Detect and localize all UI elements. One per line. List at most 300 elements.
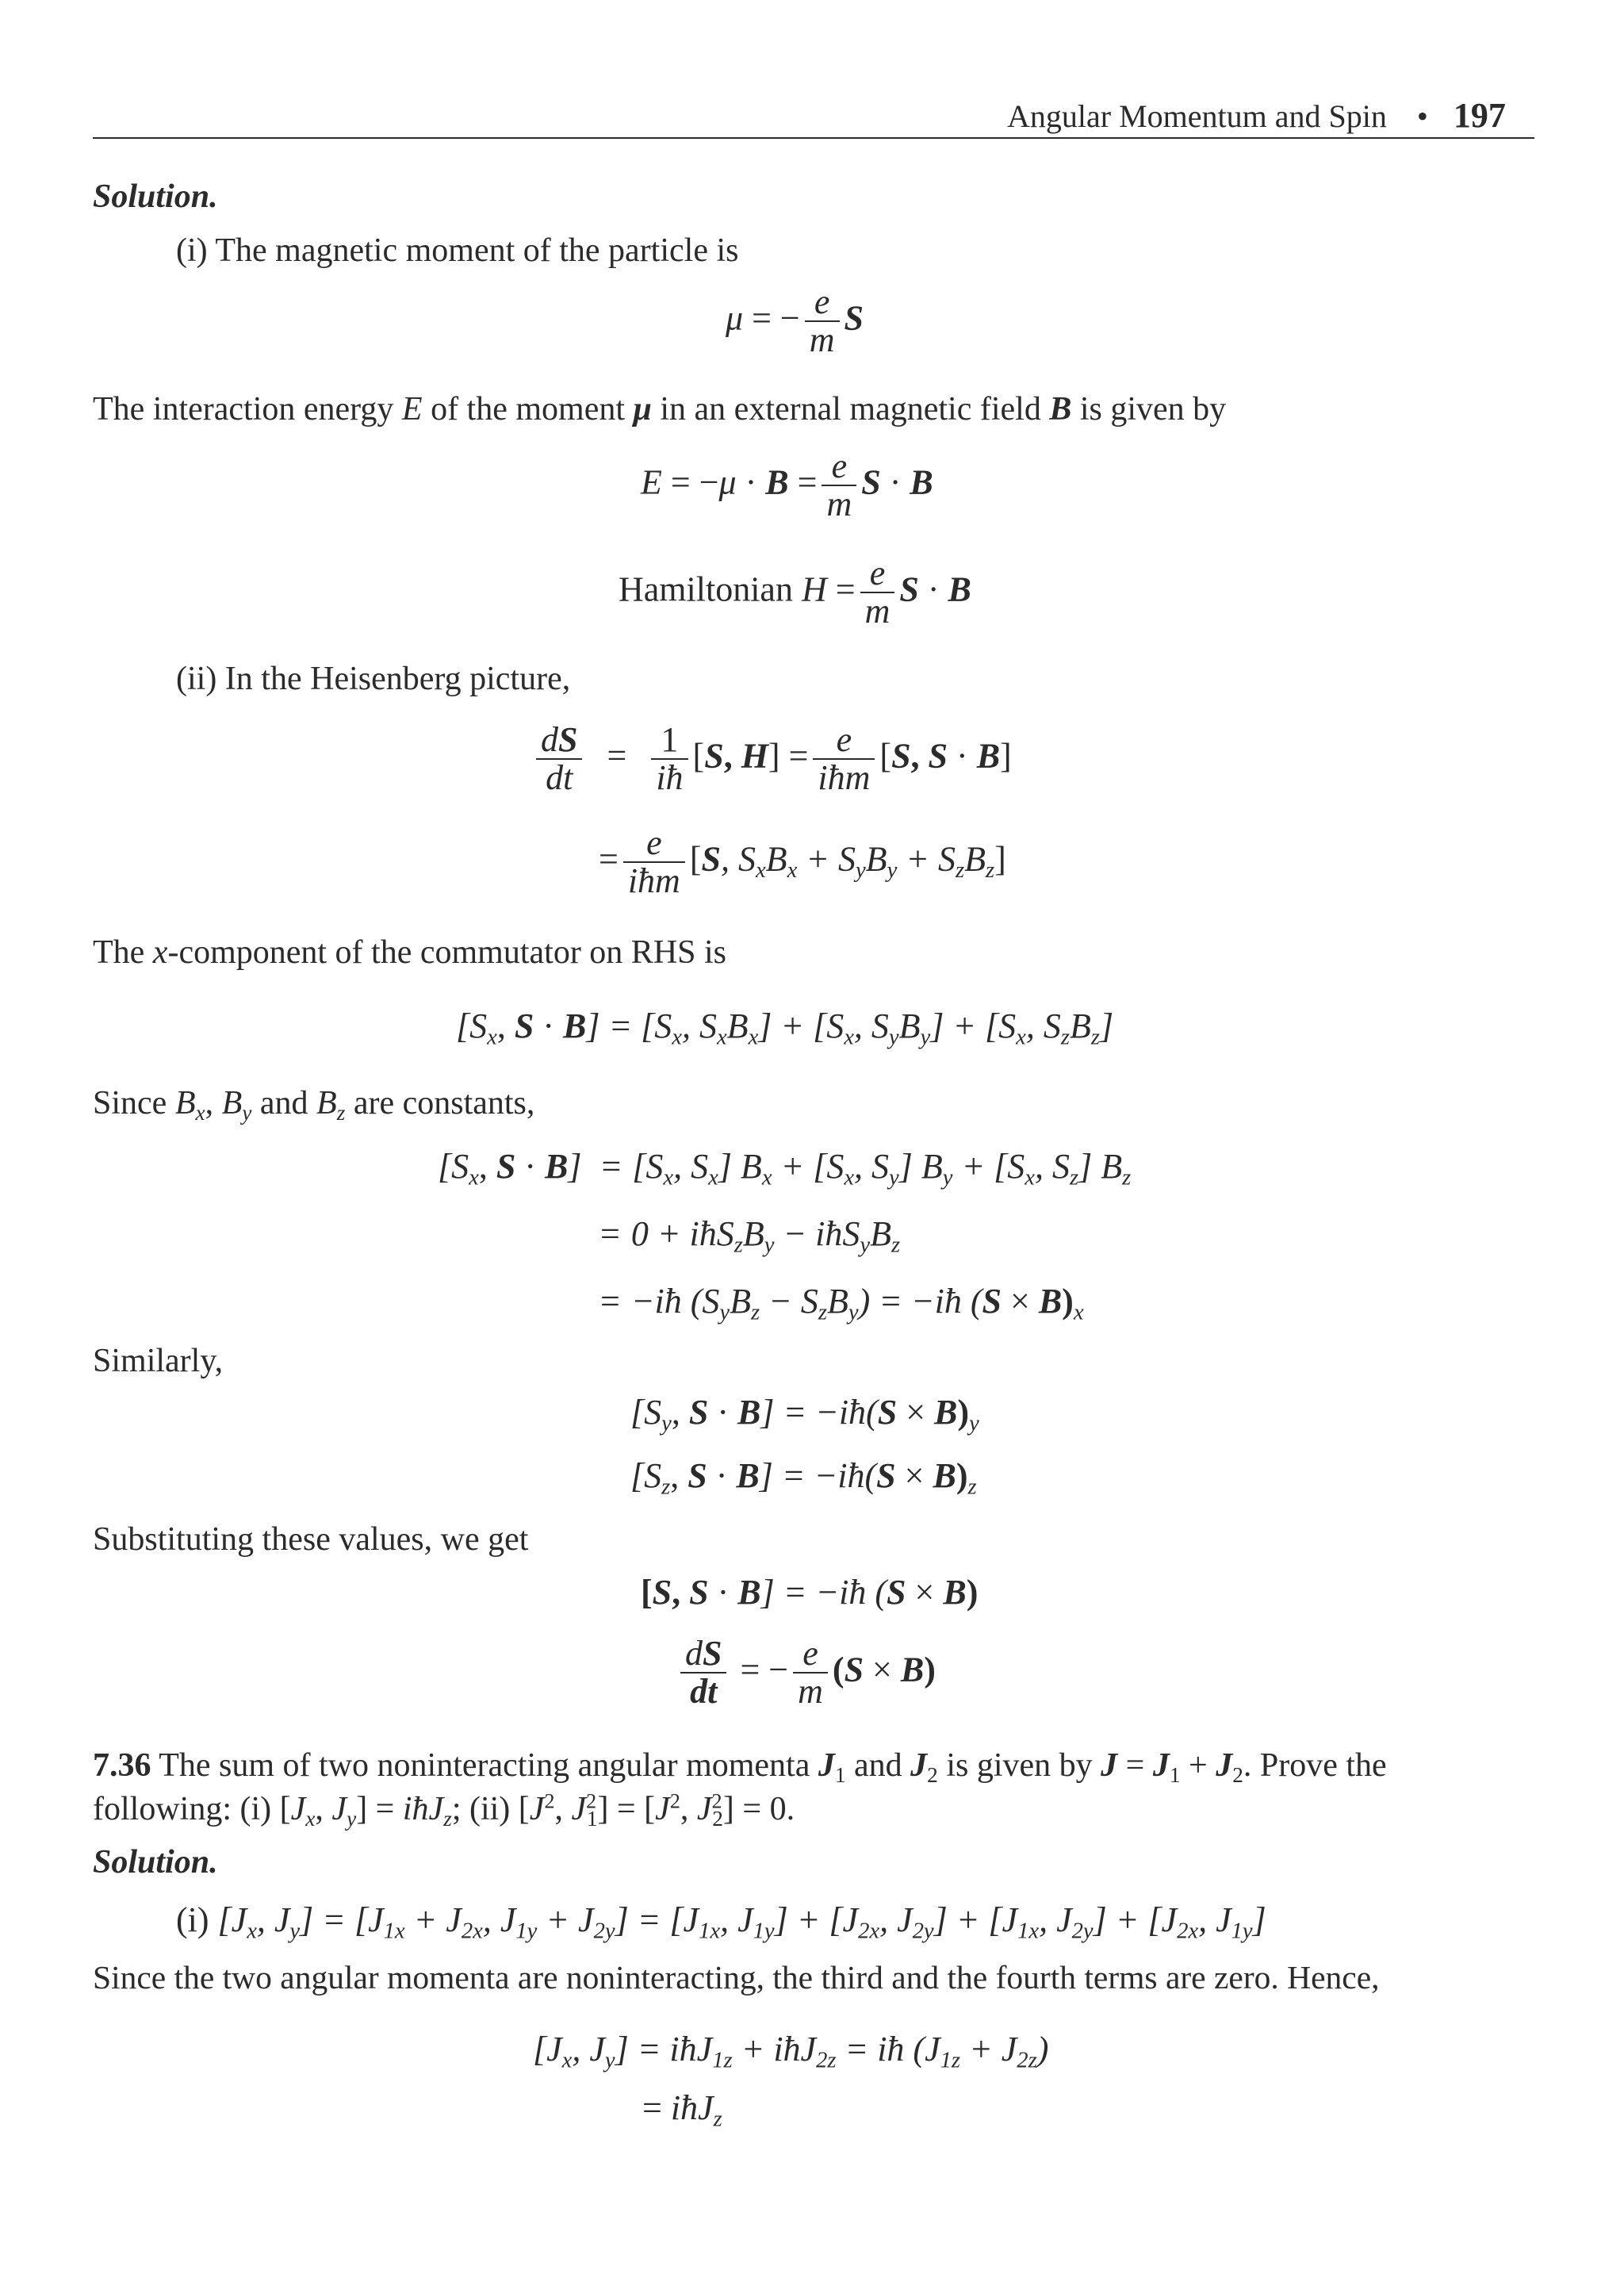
subscript: x	[247, 1919, 257, 1944]
subscript: x	[844, 1025, 854, 1050]
equation	[533, 2029, 1048, 2075]
subscript: z	[751, 1300, 760, 1325]
fraction	[793, 1635, 828, 1710]
equation	[600, 1281, 1084, 1327]
eq-term: ,	[672, 1573, 690, 1612]
subscript: 1z	[940, 2048, 961, 2073]
eq-term: )	[924, 1650, 936, 1689]
equation	[641, 448, 933, 523]
denominator: dt	[690, 1672, 718, 1712]
eq-term: [J	[217, 1900, 247, 1939]
subscript: 1x	[383, 1919, 405, 1944]
text: B	[316, 1085, 337, 1121]
eq-term: =	[642, 2088, 671, 2127]
eq-term: S	[688, 1456, 707, 1495]
subscript: z	[443, 1807, 452, 1831]
eq-term: B	[933, 1456, 956, 1495]
eq-term: ] + [J	[1093, 1900, 1178, 1939]
subscript: 2	[927, 1763, 938, 1788]
eq-term: ] + [S	[758, 1006, 845, 1045]
eq-term: = iħ (J	[836, 2030, 940, 2068]
subscript: 1	[834, 1763, 846, 1788]
eq-term: =	[826, 569, 856, 609]
text: E	[401, 391, 423, 427]
subscript: y	[860, 1233, 871, 1258]
eq-term: [S	[438, 1147, 469, 1186]
paragraph	[93, 932, 726, 974]
eq-term: ·	[708, 1573, 738, 1612]
subscript: z	[1060, 1025, 1070, 1050]
eq-term: ]	[1252, 1900, 1266, 1939]
eq-term: B	[943, 1573, 967, 1612]
eq-term: B	[900, 1650, 925, 1689]
eq-term: ×	[1001, 1282, 1039, 1321]
eq-term: B	[726, 1006, 749, 1045]
denominator: iħm	[627, 861, 680, 901]
text: ,	[315, 1791, 332, 1827]
text: iħJ	[402, 1791, 444, 1827]
text: and	[845, 1747, 911, 1784]
eq-term: S	[891, 736, 911, 776]
eq-term: + J	[537, 1900, 594, 1939]
eq-term: S	[689, 1573, 709, 1612]
eq-term: ]	[1000, 736, 1012, 776]
subscript: x	[672, 1025, 682, 1050]
numerator: e	[805, 284, 840, 322]
eq-term: , J	[572, 2030, 605, 2068]
equation	[176, 1900, 1266, 1946]
eq-term: )	[1036, 2030, 1049, 2068]
subscript: x	[716, 1025, 727, 1050]
eq-term: B	[964, 839, 986, 879]
text: J	[1216, 1747, 1233, 1784]
eq-term: B	[870, 1214, 891, 1253]
eq-term: B	[1038, 1282, 1063, 1321]
eq-term: ·	[707, 1456, 737, 1495]
paragraph: (i) The magnetic moment of the particle is	[176, 232, 739, 269]
eq-term: ) = −iħ (	[858, 1282, 982, 1321]
eq-term: S	[688, 1393, 709, 1432]
eq-term: + iħJ	[732, 2030, 817, 2068]
subscript: 2y	[912, 1919, 934, 1944]
eq-term: =	[779, 736, 809, 776]
numerator: e	[793, 1635, 828, 1673]
subscript: z	[818, 1300, 827, 1325]
header-title: Angular Momentum and Spin	[1007, 98, 1387, 134]
eq-term: [S	[456, 1006, 488, 1045]
eq-term: ,	[671, 1393, 689, 1432]
eq-term: S	[701, 839, 721, 879]
text: J	[696, 1791, 712, 1827]
eq-term: ×	[897, 1393, 935, 1432]
text: J	[655, 1791, 670, 1827]
eq-term: )	[966, 1573, 979, 1612]
text: are constants,	[345, 1085, 535, 1121]
eq-term: S	[861, 462, 881, 502]
header-bullet: •	[1416, 98, 1428, 134]
eq-term: d	[541, 720, 558, 759]
numerator: 1	[651, 722, 688, 760]
eq-term: , J	[256, 1900, 290, 1939]
eq-term: [S	[632, 1147, 664, 1186]
subscript: x	[305, 1807, 316, 1831]
eq-term: ·	[534, 1006, 563, 1045]
subscript: y	[764, 1233, 775, 1258]
subscript: x	[561, 2048, 573, 2073]
text: J	[1101, 1747, 1118, 1784]
header-rule	[93, 137, 1534, 139]
text: ] =	[356, 1791, 403, 1827]
eq-term: d	[685, 1634, 703, 1673]
fraction	[623, 825, 685, 899]
subscript: 2x	[1177, 1919, 1199, 1944]
eq-term: ] B	[898, 1147, 943, 1186]
eq-term: S	[496, 1147, 516, 1186]
subscript: x	[1016, 1025, 1026, 1050]
text: J	[529, 1791, 545, 1827]
eq-term: )	[1062, 1282, 1074, 1321]
text: is given by	[1071, 391, 1227, 427]
eq-term: =	[752, 298, 772, 338]
text: J	[1152, 1747, 1170, 1784]
subscript: y	[969, 1411, 979, 1436]
eq-term: B	[910, 462, 933, 502]
superscript: 2	[669, 1789, 680, 1813]
eq-term: ]	[994, 839, 1006, 879]
eq-term: μ	[726, 298, 744, 338]
eq-term: ,	[478, 1147, 496, 1186]
eq-term: , S	[1025, 1006, 1061, 1045]
eq-term: =	[600, 1214, 620, 1253]
eq-term: ·	[515, 1147, 545, 1186]
equation	[630, 1455, 977, 1501]
text: and	[251, 1085, 317, 1121]
subscript: 1y	[1231, 1919, 1253, 1944]
text: B	[1049, 391, 1072, 427]
eq-term: B	[898, 1006, 921, 1045]
eq-term: , J	[1039, 1900, 1072, 1939]
equation	[641, 1572, 978, 1614]
eq-term: S	[703, 1634, 722, 1673]
denominator: iħm	[818, 758, 871, 798]
text: Since	[93, 1085, 175, 1121]
eq-term: S	[844, 298, 864, 338]
eq-term: B	[737, 1393, 761, 1432]
eq-term: [	[692, 736, 705, 776]
subscript: 1	[586, 1807, 598, 1831]
subscript: 1x	[1017, 1919, 1040, 1944]
eq-term: B	[737, 1573, 761, 1612]
numerator	[680, 1635, 726, 1673]
text: +	[1180, 1747, 1216, 1784]
eq-term: B	[765, 462, 789, 502]
denominator: dt	[546, 758, 573, 798]
eq-term: = −	[731, 1650, 789, 1689]
subscript: x	[195, 1101, 205, 1125]
eq-term: ] + [S	[930, 1006, 1017, 1045]
text: J	[571, 1791, 587, 1827]
eq-term: , S	[681, 1006, 717, 1045]
text: μ	[633, 391, 652, 427]
subscript: x	[487, 1025, 497, 1050]
equation	[726, 284, 864, 358]
eq-term: , J	[482, 1900, 516, 1939]
running-header	[1007, 94, 1506, 137]
solution-heading: Solution.	[93, 1844, 218, 1881]
eq-term: + [S	[772, 1147, 845, 1186]
eq-term: ]	[1100, 1006, 1114, 1045]
eq-term: S	[558, 720, 578, 759]
eq-term: ] + [J	[774, 1900, 859, 1939]
subscript: 2	[712, 1807, 723, 1831]
eq-term: − iħS	[774, 1214, 860, 1253]
subscript: y	[855, 857, 866, 883]
text: is given by	[937, 1747, 1101, 1784]
equation	[600, 1213, 900, 1259]
eq-term: B	[544, 1147, 569, 1186]
subscript: y	[242, 1101, 252, 1125]
subscript: 2z	[1017, 2048, 1037, 2073]
denominator: m	[798, 1672, 823, 1712]
subscript: y	[942, 1165, 953, 1190]
numerator	[536, 722, 582, 760]
eq-term: , S	[673, 1147, 709, 1186]
subscript: 2z	[816, 2048, 837, 2073]
page-number: 197	[1453, 96, 1506, 135]
fraction	[680, 1635, 726, 1710]
subscript: y	[289, 1919, 301, 1944]
eq-term: iħJ	[669, 2030, 713, 2068]
text: ,	[205, 1085, 222, 1121]
eq-term: E	[641, 462, 662, 502]
numerator: e	[860, 555, 895, 593]
eq-term: =	[600, 1282, 620, 1321]
subscript: x	[1025, 1165, 1035, 1190]
subscript: y	[889, 1165, 899, 1190]
eq-term: H	[801, 569, 827, 609]
text: B	[174, 1085, 196, 1121]
numerator: e	[813, 722, 875, 760]
fraction	[813, 722, 875, 796]
eq-term: S	[844, 1650, 864, 1689]
eq-term: ·	[880, 462, 910, 502]
text: J	[290, 1791, 306, 1827]
text: The interaction energy	[93, 391, 402, 427]
eq-term: ·	[948, 736, 977, 776]
eq-term: ]	[768, 736, 780, 776]
subscript: x	[663, 1165, 674, 1190]
subscript: x	[1073, 1300, 1084, 1325]
eq-term: S	[652, 1573, 672, 1612]
equation	[642, 2088, 722, 2134]
paragraph: Substituting these values, we get	[93, 1521, 529, 1558]
eq-term: B	[948, 569, 971, 609]
eq-term: iħJ	[670, 2088, 714, 2127]
eq-term: (	[832, 1650, 845, 1689]
eq-term: + [S	[952, 1147, 1025, 1186]
fraction	[805, 284, 840, 358]
denominator: m	[864, 592, 891, 631]
subscript: 2x	[461, 1919, 483, 1944]
equation	[619, 555, 971, 630]
subscript: z	[713, 2107, 722, 2132]
eq-term: S	[982, 1282, 1002, 1321]
text: The	[93, 934, 153, 971]
eq-term: [J	[533, 2030, 562, 2068]
eq-term: 0 + iħS	[630, 1214, 734, 1253]
solution-heading: Solution.	[93, 178, 218, 215]
superscript: 2	[711, 1789, 722, 1813]
eq-term: )	[957, 1393, 970, 1432]
text: =	[1117, 1747, 1153, 1784]
eq-term: )	[956, 1456, 968, 1495]
text: ; (ii) [	[451, 1791, 530, 1827]
subscript: x	[844, 1165, 855, 1190]
eq-term: S	[877, 1393, 898, 1432]
eq-term: ×	[864, 1650, 901, 1689]
eq-term: ] = −iħ(	[760, 1393, 878, 1432]
eq-term: Hamiltonian	[619, 569, 802, 609]
eq-term: =	[599, 839, 619, 879]
subscript: 1x	[699, 1919, 721, 1944]
subscript: z	[986, 857, 995, 883]
subscript: x	[787, 857, 798, 883]
text: x	[152, 934, 168, 971]
denominator: m	[826, 485, 852, 524]
numerator: e	[623, 825, 685, 863]
eq-term: ] = −iħ(	[759, 1456, 877, 1495]
text: in an external magnetic field	[651, 391, 1050, 427]
equation	[438, 1146, 1131, 1192]
eq-term: ·	[918, 569, 948, 609]
eq-term: = −	[661, 462, 719, 502]
eq-term: =	[607, 736, 627, 776]
eq-term: S	[514, 1006, 534, 1045]
eq-term: B	[765, 839, 787, 879]
eq-term: B	[742, 1214, 764, 1253]
subscript: z	[1069, 1165, 1079, 1190]
eq-term: −	[779, 298, 800, 338]
eq-term: =	[788, 462, 818, 502]
paragraph: (ii) In the Heisenberg picture,	[176, 661, 571, 697]
eq-term: ×	[895, 1456, 933, 1495]
eq-term: , S	[853, 1006, 889, 1045]
eq-term: B	[826, 1282, 848, 1321]
eq-term: ·	[708, 1393, 737, 1432]
eq-term: B	[562, 1006, 587, 1045]
subscript: y	[848, 1300, 859, 1325]
text: B	[221, 1085, 243, 1121]
fraction	[822, 448, 856, 523]
subscript: z	[1122, 1165, 1132, 1190]
subscript: z	[733, 1233, 743, 1258]
eq-term: ] =	[615, 2030, 670, 2068]
subscript: 2x	[858, 1919, 880, 1944]
text: ] = 0.	[722, 1791, 795, 1827]
subscript: y	[347, 1807, 357, 1831]
equation	[599, 825, 1006, 899]
equation	[676, 1635, 936, 1710]
eq-term: ,	[670, 1456, 688, 1495]
subscript: z	[336, 1101, 346, 1125]
text: ,	[680, 1791, 697, 1827]
subscript: z	[661, 1474, 671, 1500]
paragraph	[93, 1083, 534, 1126]
eq-term: ,	[496, 1006, 515, 1045]
eq-term: S	[899, 569, 919, 609]
eq-term: ]	[568, 1147, 582, 1186]
eq-term: , J	[879, 1900, 913, 1939]
text: following: (i) [	[93, 1791, 291, 1827]
eq-term: S	[704, 736, 724, 776]
problem-statement	[93, 1745, 1387, 1789]
text: ,	[554, 1791, 572, 1827]
eq-term: [	[879, 736, 892, 776]
numerator: e	[822, 448, 856, 486]
subscript: y	[887, 857, 898, 883]
eq-term: H	[741, 736, 768, 776]
eq-term: S	[876, 1456, 896, 1495]
subscript: 1y	[515, 1919, 538, 1944]
eq-term: μ	[718, 462, 737, 502]
problem-statement	[93, 1789, 795, 1832]
eq-term: B	[865, 839, 887, 879]
equation	[630, 1392, 979, 1438]
eq-term: ] = [S	[586, 1006, 672, 1045]
eq-term: , J	[1198, 1900, 1231, 1939]
eq-term: + J	[404, 1900, 462, 1939]
text: J	[910, 1747, 928, 1784]
eq-term: S	[928, 736, 948, 776]
eq-term: ·	[736, 462, 766, 502]
subscript: 2y	[593, 1919, 615, 1944]
subscript: 1z	[712, 2048, 733, 2073]
eq-term: , S	[1034, 1147, 1070, 1186]
eq-term: B	[1069, 1006, 1091, 1045]
eq-term: B	[730, 1282, 751, 1321]
eq-term: −iħ (S	[630, 1282, 720, 1321]
fraction	[860, 555, 895, 630]
eq-term: [S	[630, 1456, 662, 1495]
subscript: y	[661, 1411, 672, 1436]
text: The sum of two noninteracting angular momenta	[151, 1747, 818, 1784]
eq-term: − S	[760, 1282, 818, 1321]
eq-term: [S	[630, 1393, 662, 1432]
denominator: m	[809, 320, 835, 360]
superscript: 2	[586, 1789, 597, 1813]
fraction	[651, 722, 688, 796]
text: ] = [	[597, 1791, 656, 1827]
subscript: z	[967, 1474, 977, 1500]
subscript: y	[719, 1300, 730, 1325]
subscript: z	[891, 1233, 901, 1258]
fraction	[536, 722, 582, 796]
eq-term: [	[689, 839, 702, 879]
subscript: x	[755, 857, 766, 883]
denominator: iħ	[656, 758, 684, 798]
eq-term: ] B	[718, 1147, 762, 1186]
eq-term: , S	[720, 839, 756, 879]
eq-term: ] B	[1078, 1147, 1123, 1186]
eq-term: B	[976, 736, 1001, 776]
subscript: x	[708, 1165, 718, 1190]
eq-term: , J	[720, 1900, 753, 1939]
eq-term: ,	[723, 736, 741, 776]
eq-term: ,	[910, 736, 929, 776]
subscript: 1	[1169, 1763, 1181, 1788]
subscript: 2	[1232, 1763, 1243, 1788]
eq-term: B	[934, 1393, 958, 1432]
